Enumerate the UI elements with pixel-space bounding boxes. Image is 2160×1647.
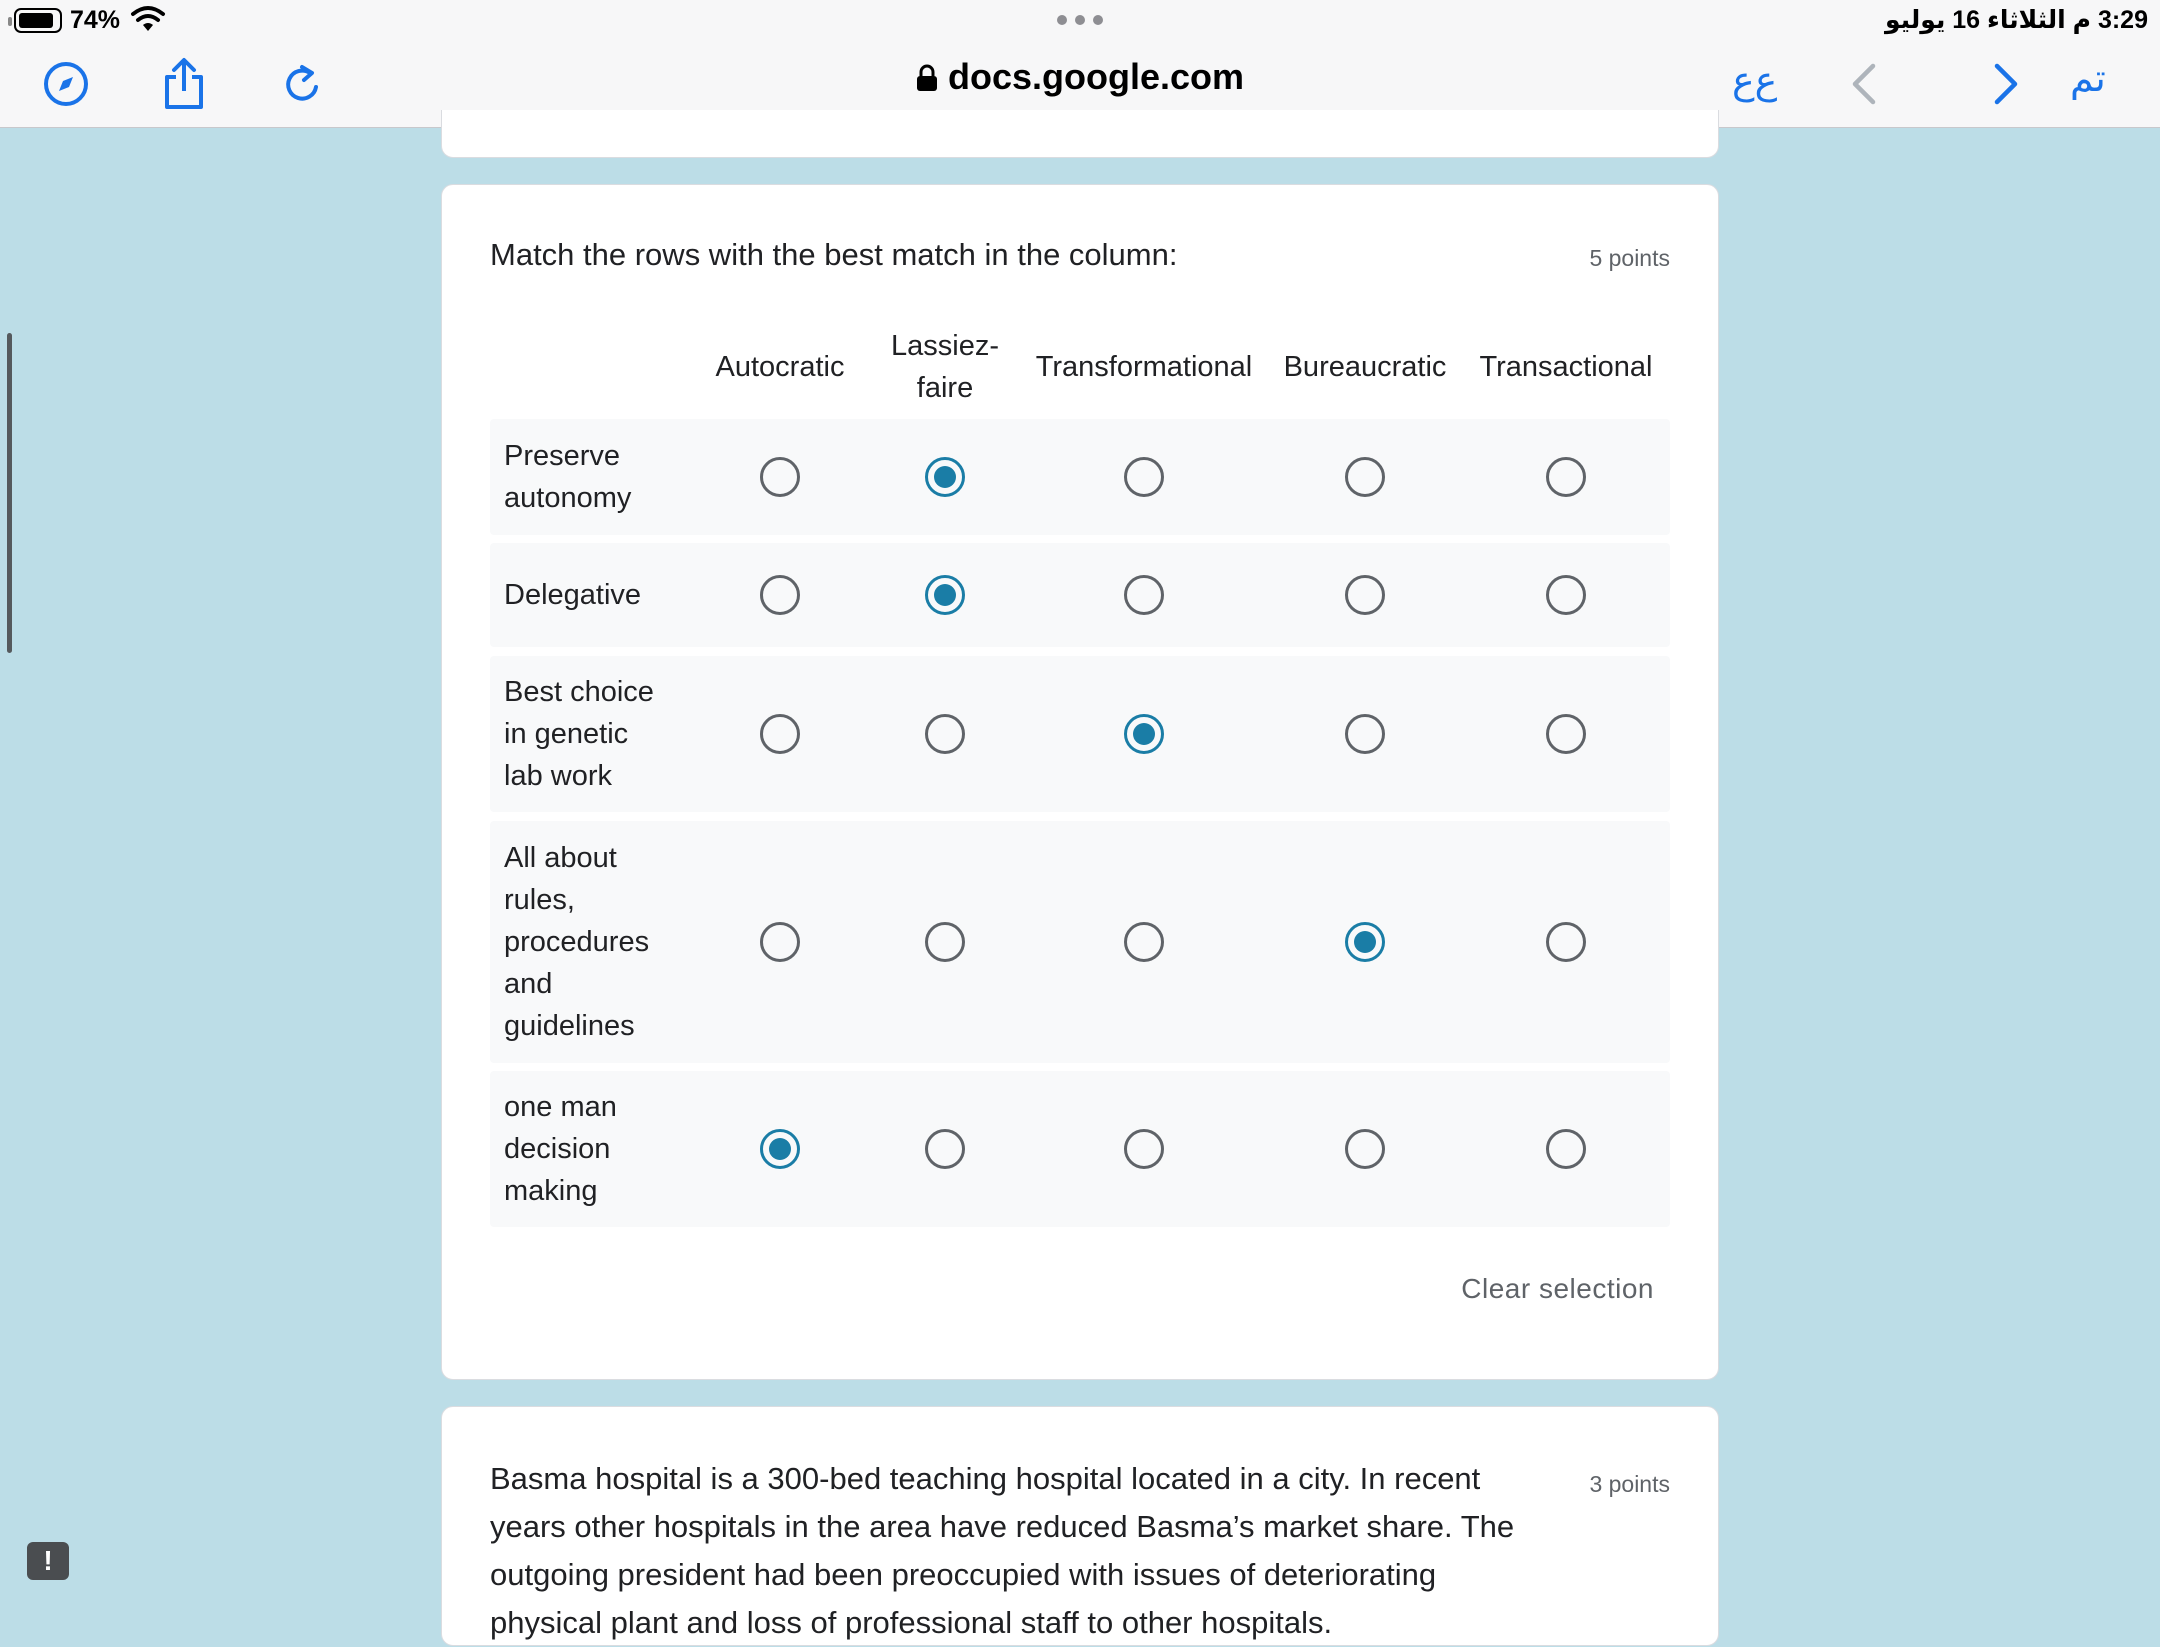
clear-selection-button[interactable]: Clear selection: [1461, 1273, 1654, 1304]
battery-icon: [14, 8, 62, 33]
column-header: Bureaucratic: [1283, 351, 1447, 383]
radio-button[interactable]: [1345, 714, 1385, 754]
radio-button[interactable]: [925, 457, 965, 497]
radio-button[interactable]: [1124, 1129, 1164, 1169]
status-time: 3:29 م الثلاثاء 16 يوليو: [1885, 6, 2148, 34]
radio-button[interactable]: [1124, 714, 1164, 754]
radio-button[interactable]: [1345, 1129, 1385, 1169]
radio-button[interactable]: [925, 922, 965, 962]
question-passage: Basma hospital is a 300-bed teaching hospital located in a city. In recent years other hospitals in the area have reduced Basma’s market share. The outgoing president had been preoccupied with issues of deteriorating physical plant and loss of professional staff to other hospitals.: [490, 1461, 1515, 1640]
row-label: Best choice in genetic lab work: [504, 676, 654, 792]
grid-row: [490, 656, 1670, 812]
done-button[interactable]: تم: [2070, 58, 2106, 100]
row-label: one man decision making: [504, 1091, 617, 1207]
grid-row: [490, 821, 1670, 1063]
column-header: Transactional: [1479, 351, 1653, 383]
radio-button[interactable]: [1546, 714, 1586, 754]
radio-button[interactable]: [925, 714, 965, 754]
text-size-button[interactable]: ع‌ع: [1732, 60, 1778, 102]
grid-question-card: [441, 184, 1719, 1380]
multitasking-dots-icon[interactable]: [1055, 14, 1105, 26]
radio-button[interactable]: [1546, 922, 1586, 962]
radio-button[interactable]: [1345, 457, 1385, 497]
radio-button[interactable]: [925, 575, 965, 615]
battery-percentage: 74%: [70, 6, 121, 34]
radio-button[interactable]: [760, 922, 800, 962]
radio-button[interactable]: [760, 1129, 800, 1169]
grid-row: [490, 543, 1670, 647]
scroll-indicator[interactable]: [7, 333, 12, 653]
radio-button[interactable]: [760, 457, 800, 497]
row-label: Delegative: [504, 579, 642, 611]
back-icon[interactable]: [1834, 54, 1894, 114]
feedback-icon[interactable]: !: [27, 1542, 69, 1580]
row-label: All about rules, procedures and guidelines: [504, 842, 650, 1042]
url-text: docs.google.com: [947, 56, 1245, 97]
radio-button[interactable]: [760, 575, 800, 615]
row-label: Preserve autonomy: [504, 440, 632, 514]
radio-button[interactable]: [1546, 1129, 1586, 1169]
forward-icon[interactable]: [1976, 54, 2036, 114]
column-header: Lassiez- faire: [891, 330, 999, 404]
previous-question-card: [441, 110, 1719, 158]
next-question-card: [441, 1406, 1719, 1646]
radio-button[interactable]: [1546, 457, 1586, 497]
question-points: 3 points: [1589, 1471, 1670, 1497]
lock-icon: [916, 64, 938, 92]
radio-button[interactable]: [925, 1129, 965, 1169]
status-bar: [0, 0, 2160, 40]
question-points: 5 points: [1589, 245, 1670, 271]
column-header: Autocratic: [715, 351, 845, 383]
wifi-icon: [131, 7, 165, 33]
column-header: Transformational: [1035, 351, 1253, 383]
grid-row: [490, 419, 1670, 535]
radio-button[interactable]: [1345, 922, 1385, 962]
radio-button[interactable]: [1124, 457, 1164, 497]
radio-button[interactable]: [1546, 575, 1586, 615]
radio-button[interactable]: [1345, 575, 1385, 615]
grid-row: [490, 1071, 1670, 1227]
question-title: Match the rows with the best match in the column:: [490, 237, 1178, 272]
radio-button[interactable]: [760, 714, 800, 754]
radio-button[interactable]: [1124, 922, 1164, 962]
radio-button[interactable]: [1124, 575, 1164, 615]
